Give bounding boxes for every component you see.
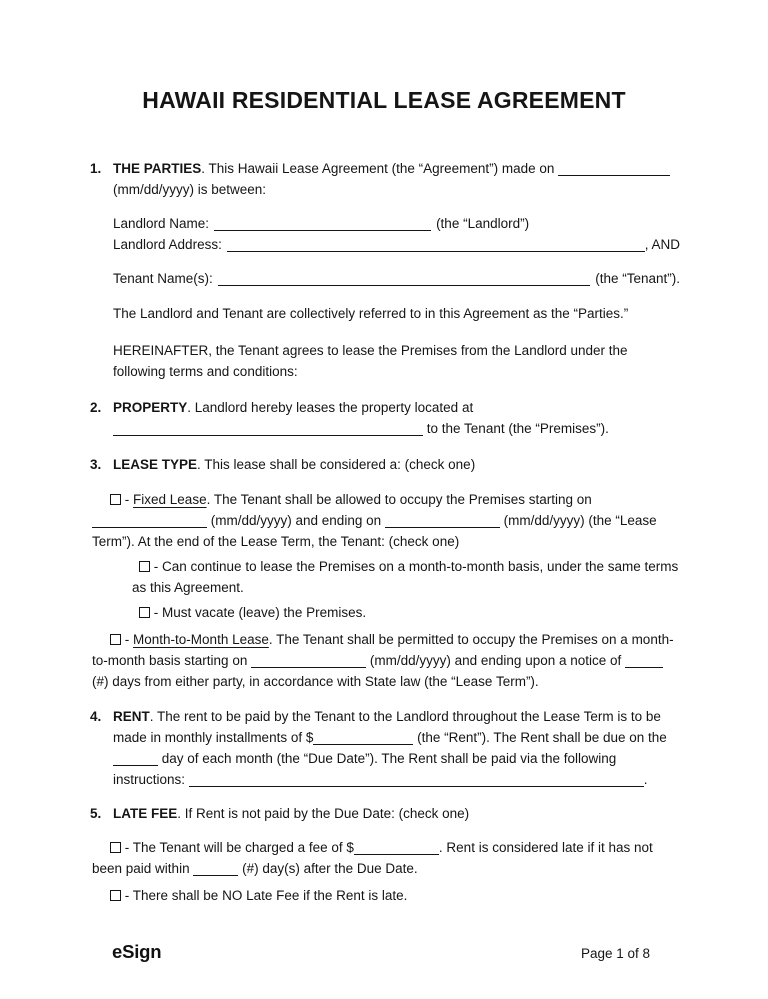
month-to-month-text: . The Tenant shall be permitted to occupy the Premises on a month-to-month basis starting on	[92, 632, 674, 668]
parties-intro-text: . This Hawaii Lease Agreement (the “Agreement”) made on	[201, 161, 555, 176]
rent-instructions-blank[interactable]	[189, 786, 644, 787]
late-fee-charged-option	[92, 837, 680, 879]
lease-type-heading: LEASE TYPE	[113, 457, 198, 472]
section-rent-number: 4.	[90, 709, 102, 724]
esign-logo: eSign	[112, 941, 162, 962]
section-property-number: 2.	[90, 400, 102, 415]
rent-heading: RENT	[113, 709, 150, 724]
parties-heading: THE PARTIES	[113, 161, 202, 176]
landlord-name-line	[113, 213, 680, 234]
late-fee-charged-text2: . Rent is considered late if it has not been paid within	[92, 840, 653, 876]
dash: -	[124, 632, 130, 647]
landlord-block	[113, 213, 680, 255]
hereinafter-paragraph: HEREINAFTER, the Tenant agrees to lease the Premises from the Landlord under the following terms and conditions:	[113, 343, 628, 379]
landlord-address-blank[interactable]	[227, 251, 645, 252]
rent-text2: (the “Rent”). The Rent shall be due on the	[417, 730, 667, 745]
tenant-name-line	[113, 268, 680, 289]
property-text: . Landlord hereby leases the property located at	[187, 400, 474, 415]
section-late-fee	[90, 803, 680, 824]
fixed-continue-checkbox[interactable]	[139, 561, 150, 572]
fixed-vacate-checkbox[interactable]	[139, 607, 150, 618]
tenant-name-blank[interactable]	[218, 285, 590, 286]
section-parties-number: 1.	[90, 161, 102, 176]
fixed-continue-option	[132, 556, 680, 598]
property-heading: PROPERTY	[113, 400, 188, 415]
property-paragraph	[113, 397, 680, 439]
property-text2: to the Tenant (the “Premises”).	[426, 421, 609, 436]
no-late-fee-checkbox[interactable]	[110, 890, 121, 901]
page-number: Page 1 of 8	[580, 946, 650, 961]
agreement-date-blank[interactable]	[558, 175, 670, 176]
month-to-month-checkbox[interactable]	[110, 634, 121, 645]
parties-intro-text2: (mm/dd/yyyy) is between:	[113, 182, 267, 197]
section-property-content	[113, 397, 680, 439]
rent-text4: .	[643, 772, 648, 787]
tenant-name-suffix: (the “Tenant”).	[595, 271, 680, 286]
late-fee-charged-text: - The Tenant will be charged a fee of $	[124, 840, 354, 855]
section-rent-content	[113, 706, 680, 790]
landlord-name-blank[interactable]	[214, 230, 431, 231]
fixed-end-date-blank[interactable]	[385, 527, 500, 528]
section-rent	[90, 706, 680, 790]
rent-text3: day of each month (the “Due Date”). The Rent shall be paid via the following instructions:	[113, 751, 617, 787]
parties-note-paragraph: The Landlord and Tenant are collectively referred to in this Agreement as the “Parties.”	[113, 306, 629, 321]
late-fee-heading: LATE FEE	[113, 806, 178, 821]
section-parties-content	[113, 158, 680, 382]
fixed-start-date-blank[interactable]	[92, 527, 207, 528]
fixed-lease-option	[92, 489, 680, 552]
landlord-address-suffix: , AND	[644, 237, 680, 252]
late-fee-paragraph	[113, 803, 680, 824]
late-fee-grace-days-blank[interactable]	[193, 875, 238, 876]
no-late-fee-option	[92, 885, 680, 906]
property-address-blank[interactable]	[113, 435, 423, 436]
document-body	[0, 112, 768, 906]
m2m-start-date-blank[interactable]	[251, 667, 366, 668]
fixed-lease-text3: (mm/dd/yyyy) (the “Lease Term”). At the end of the Lease Term, the Tenant: (check one)	[92, 513, 657, 549]
document-title: HAWAII RESIDENTIAL LEASE AGREEMENT	[142, 87, 626, 113]
section-parties	[90, 158, 680, 382]
landlord-name-suffix: (the “Landlord”)	[436, 216, 530, 231]
fixed-lease-text2: (mm/dd/yyyy) and ending on	[210, 513, 382, 528]
m2m-notice-days-blank[interactable]	[625, 667, 663, 668]
fixed-vacate-option	[132, 602, 680, 623]
section-lease-type-number: 3.	[90, 457, 102, 472]
month-to-month-option	[92, 629, 680, 692]
late-fee-text: . If Rent is not paid by the Due Date: (check one)	[177, 806, 470, 821]
parties-intro-paragraph	[113, 158, 680, 200]
section-lease-type	[90, 454, 680, 475]
fixed-lease-checkbox[interactable]	[110, 494, 121, 505]
rent-paragraph	[113, 706, 680, 790]
lease-type-text: . This lease shall be considered a: (check one)	[197, 457, 476, 472]
dash: -	[124, 492, 130, 507]
lease-type-paragraph	[113, 454, 680, 475]
landlord-address-line	[113, 234, 680, 255]
section-lease-type-content	[113, 454, 680, 475]
rent-due-day-blank[interactable]	[113, 765, 158, 766]
fixed-vacate-text: - Must vacate (leave) the Premises.	[153, 605, 367, 620]
month-to-month-label: Month-to-Month Lease	[133, 632, 269, 647]
rent-text: . The rent to be paid by the Tenant to the Landlord throughout the Lease Term is to be made in monthly installments of $	[113, 709, 661, 745]
tenant-name-label: Tenant Name(s):	[113, 271, 213, 286]
section-late-fee-content	[113, 803, 680, 824]
fixed-continue-text: - Can continue to lease the Premises on a month-to-month basis, under the same terms as this Agreement.	[132, 559, 679, 595]
late-fee-charged-checkbox[interactable]	[110, 842, 121, 853]
section-property	[90, 397, 680, 439]
landlord-name-label: Landlord Name:	[113, 216, 210, 231]
section-late-fee-number: 5.	[90, 806, 102, 821]
no-late-fee-text: - There shall be NO Late Fee if the Rent is late.	[124, 888, 408, 903]
page-footer	[112, 941, 650, 964]
month-to-month-text2: (mm/dd/yyyy) and ending upon a notice of	[369, 653, 622, 668]
fixed-lease-text: . The Tenant shall be allowed to occupy the Premises starting on	[206, 492, 592, 507]
rent-amount-blank[interactable]	[313, 744, 413, 745]
late-fee-amount-blank[interactable]	[354, 854, 439, 855]
month-to-month-text3: (#) days from either party, in accordance with State law (the “Lease Term”).	[92, 674, 539, 689]
fixed-lease-label: Fixed Lease	[133, 492, 207, 507]
landlord-address-label: Landlord Address:	[113, 237, 222, 252]
late-fee-charged-text3: (#) day(s) after the Due Date.	[242, 861, 418, 876]
